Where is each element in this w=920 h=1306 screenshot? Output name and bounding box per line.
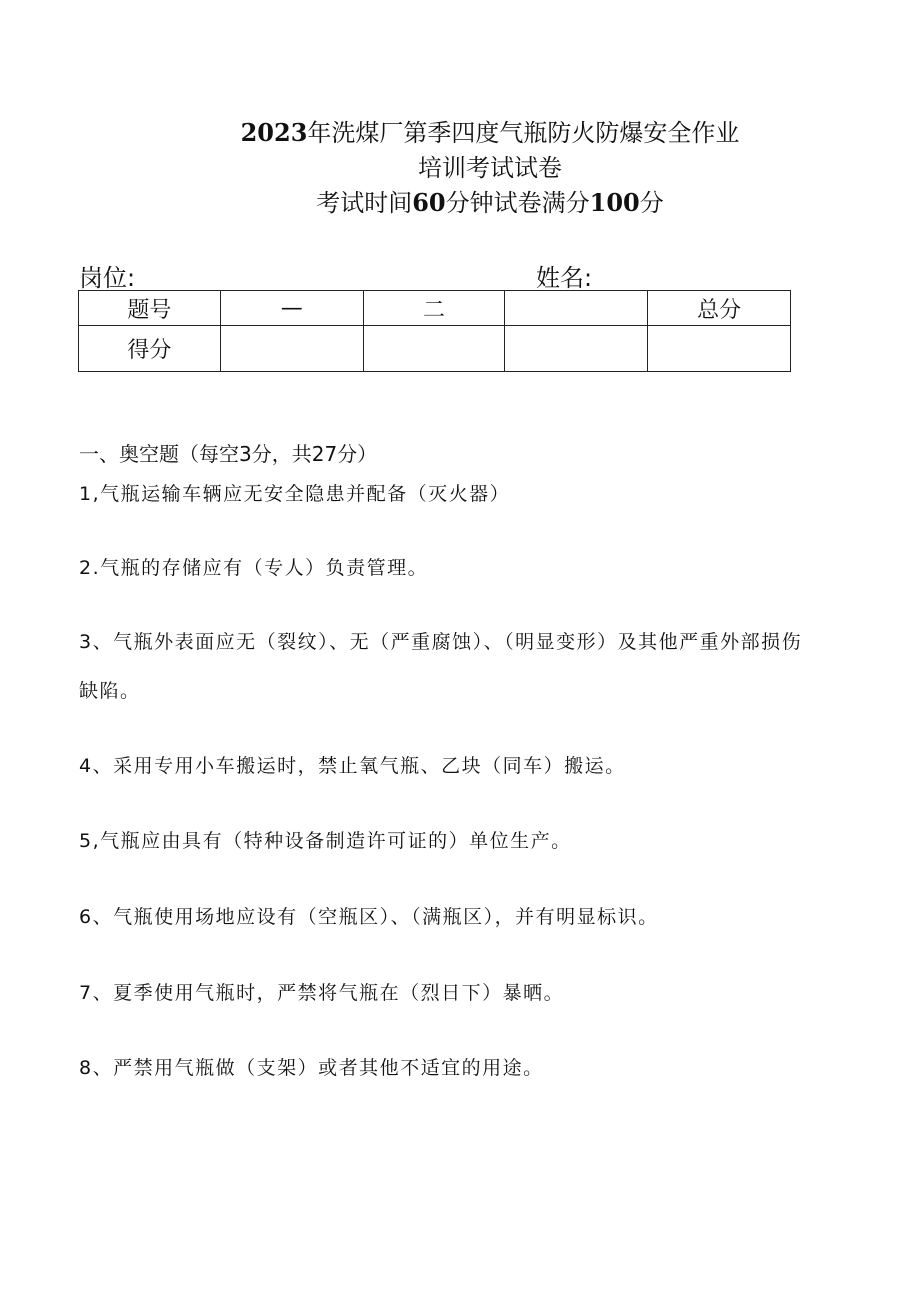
cell-part-1: — (220, 291, 363, 326)
question-3: 3、气瓶外表面应无（裂纹）、无（严重腐蚀）、（明显变形）及其他严重外部损伤 (79, 631, 803, 653)
title-line-1 (30, 113, 920, 148)
cell-total-label: 总分 (648, 291, 791, 326)
cell-part-3 (505, 291, 648, 326)
cell-score-part-2[interactable] (363, 326, 505, 372)
section-heading: 一、奥空题（每空3分，共27分） (79, 442, 378, 466)
full-score-suffix: 分 (639, 189, 664, 217)
question-3-continued: 缺陷。 (79, 680, 141, 702)
cell-question-number-label: 题号 (79, 291, 221, 326)
score-table-header-row (79, 291, 791, 326)
cell-part-2: 二 (363, 291, 505, 326)
score-table (78, 290, 791, 372)
full-score-value: 100 (589, 188, 640, 217)
name-label: 姓名: (536, 264, 593, 292)
time-prefix: 考试时间 (316, 189, 413, 217)
exam-time-line (30, 183, 920, 218)
question-6: 6、气瓶使用场地应设有（空瓶区）、（满瓶区），并有明显标识。 (79, 906, 659, 928)
title-year: 2023 (240, 118, 308, 147)
question-8: 8、严禁用气瓶做（支架）或者其他不适宜的用途。 (79, 1057, 544, 1079)
time-value: 60 (412, 188, 446, 217)
cell-score-part-3[interactable] (505, 326, 648, 372)
question-2: 2.气瓶的存储应有（专人）负责管理。 (79, 557, 429, 579)
title-line-1-text: 年洗煤厂第季四度气瓶防火防爆安全作业 (307, 119, 740, 147)
cell-score-total[interactable] (648, 326, 791, 372)
title-line-2: 培训考试试卷 (418, 154, 562, 182)
question-1: 1,气瓶运输车辆应无安全隐患并配备（灭火器） (79, 483, 511, 505)
position-label: 岗位: (79, 264, 136, 292)
score-table-score-row (79, 326, 791, 372)
question-7: 7、夏季使用气瓶时，严禁将气瓶在（烈日下）暴晒。 (79, 982, 565, 1004)
question-4: 4、采用专用小车搬运时，禁止氧气瓶、乙块（同车）搬运。 (79, 755, 626, 777)
cell-score-label: 得分 (79, 326, 221, 372)
cell-score-part-1[interactable] (220, 326, 363, 372)
time-mid: 分钟试卷满分 (445, 189, 590, 217)
question-5: 5,气瓶应由具有（特种设备制造许可证的）单位生产。 (79, 830, 572, 852)
